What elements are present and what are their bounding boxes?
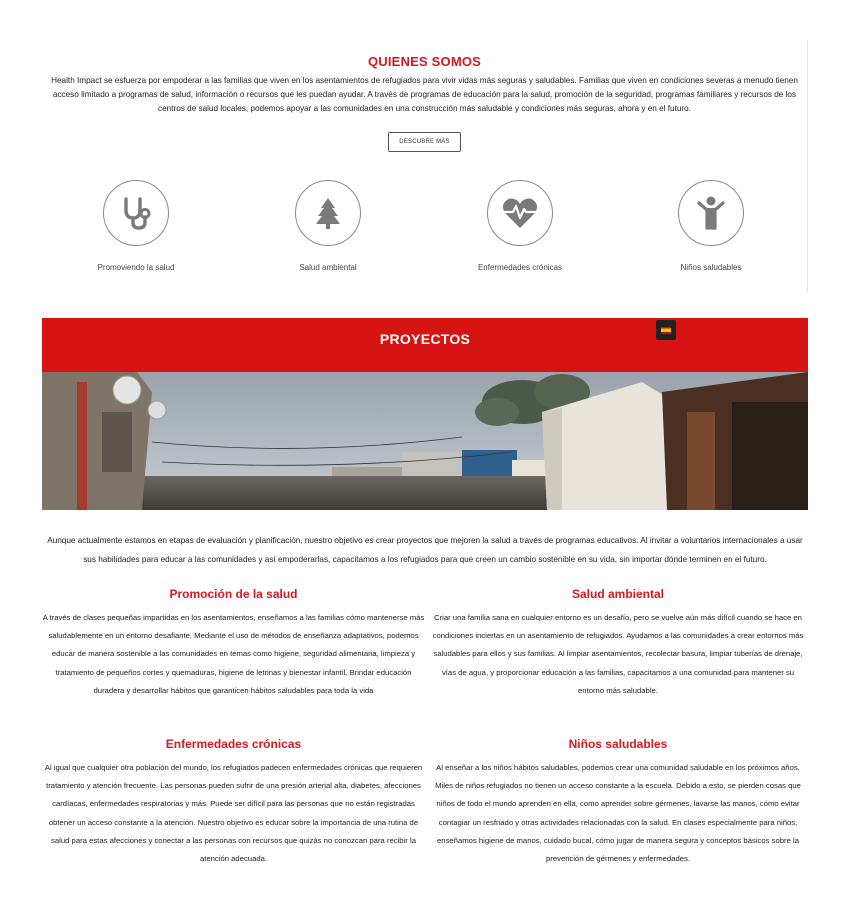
language-switcher[interactable] <box>656 320 676 340</box>
discover-more-button[interactable]: DESCUBRE MÁS <box>388 132 461 152</box>
feature-circle <box>487 180 553 246</box>
project-text: Al enseñar a los niños hábitos saludables, podemos crear una comunidad saludable en los próximos años. Miles de niños refugiados no tienen un acceso constante a la escuela. Debido a esto, se pierden cosas que niños de todo el mundo aprenden en ella, como aprender sobre gérmenes, lavarse las manos, cómo evitar contagiar un resfriado y otras actividades relacionadas con la salud. En clases especialmente para niños, enseñamos higiene de manos, cuidado bucal, cómo jugar de manera segura y conceptos básicos sobre la prevención de gérmenes y enfermedades. <box>435 763 801 864</box>
project-block-healthy-children <box>428 737 808 868</box>
project-block-environmental-health <box>428 587 808 700</box>
feature-label: Salud ambiental <box>299 263 357 272</box>
tree-icon <box>310 195 346 231</box>
projects-header <box>42 318 808 372</box>
project-title: Promoción de la salud <box>169 587 298 601</box>
project-title: Salud ambiental <box>571 587 665 601</box>
feature-label: Niños saludables <box>680 263 742 272</box>
heartbeat-icon <box>500 195 540 231</box>
project-title: Enfermedades crónicas <box>165 737 302 751</box>
feature-health-promotion[interactable] <box>76 180 196 272</box>
projects-title: PROYECTOS <box>379 331 471 347</box>
feature-circle <box>295 180 361 246</box>
feature-environmental-health[interactable] <box>268 180 388 272</box>
project-text: Al igual que cualquier otra población del mundo, los refugiados padecen enfermedades crónicas que requieren tratamiento y atención frecuente. Las personas pueden sufrir de una presión arterial alta, diabetes, afecciones cardíacas, enfermedades respiratorias y más. Puede ser difícil para las personas que no están registradas obtener un acceso constante a la atención. Nuestro objetivo es educar sobre la importancia de una rutina de salud para estas afecciones y conectar a las personas con recursos que quizás no conozcan para recibir la atención adecuada. <box>44 763 423 864</box>
about-title: QUIENES SOMOS <box>367 54 482 69</box>
projects-intro: Aunque actualmente estamos en etapas de evaluación y planificación, nuestro objetivo es crear proyectos que mejoren la salud a través de programas educativos. Al invitar a voluntarios internacionales a usar sus habilidades para educar a las comunidades y así empoderarlas, capacitamos a los refugiados para que creen un cambio sostenible en su vida, sin importar dónde terminen en el futuro. <box>47 536 803 564</box>
project-title: Niños saludables <box>568 737 668 751</box>
about-section <box>42 40 808 292</box>
feature-healthy-children[interactable] <box>651 180 771 272</box>
feature-circle <box>103 180 169 246</box>
spain-flag-icon <box>661 327 671 334</box>
project-text: A través de clases pequeñas impartidas en los asentamientos, enseñamos a las familias cómo mantenerse más saludablemente en un entorno desafiante. Mediante el uso de métodos de enseñanza adaptativos, podemos educar de manera sostenible a las comunidades en temas como higiene, seguridad alimentaria, limpieza y tratamiento de pequeños cortes y quemaduras, higiene de letrinas y bienestar infantil. Brindar educación duradera y desarrollar hábitos que garanticen hábitos saludables para toda la vida <box>42 613 425 695</box>
project-text: Criar una familia sana en cualquier entorno es un desafío, pero se vuelve aún más difícil cuando se hace en condiciones inciertas en un asentamiento de refugiados. Ayudamos a las comunidades a crear entornos más saludables para ellos y sus familias. Al limpiar asentamientos, recolectar basura, limpiar tuberías de drenaje, vías de agua, y proporcionar educación a las familias, capacitamos a una comunidad para mantener su entorno más saludable. <box>432 613 804 695</box>
project-block-chronic-diseases <box>42 737 425 868</box>
feature-label: Promoviendo la salud <box>97 263 175 272</box>
feature-chronic-diseases[interactable] <box>460 180 580 272</box>
child-icon <box>695 195 727 231</box>
about-text: Health Impact se esfuerza por empoderar a las familias que viven en los asentamientos de refugiados para vivir vidas más seguras y saludables. Familias que viven en condiciones severas a menudo tienen acceso limitado a programas de salud, información o recursos que les puedan ayudar. A través de programas de educación para la salud, promoción de la seguridad, programas familiares y recursos de los centros de salud locales, podemos apoyar a las comunidades en una construcción más saludable y condiciones más seguras, ahora y en el futuro. <box>51 76 798 114</box>
project-block-health-promotion <box>42 587 425 700</box>
refugee-camp-photo <box>42 372 808 510</box>
stethoscope-icon <box>117 194 155 232</box>
feature-label: Enfermedades crónicas <box>477 263 563 272</box>
feature-circle <box>678 180 744 246</box>
